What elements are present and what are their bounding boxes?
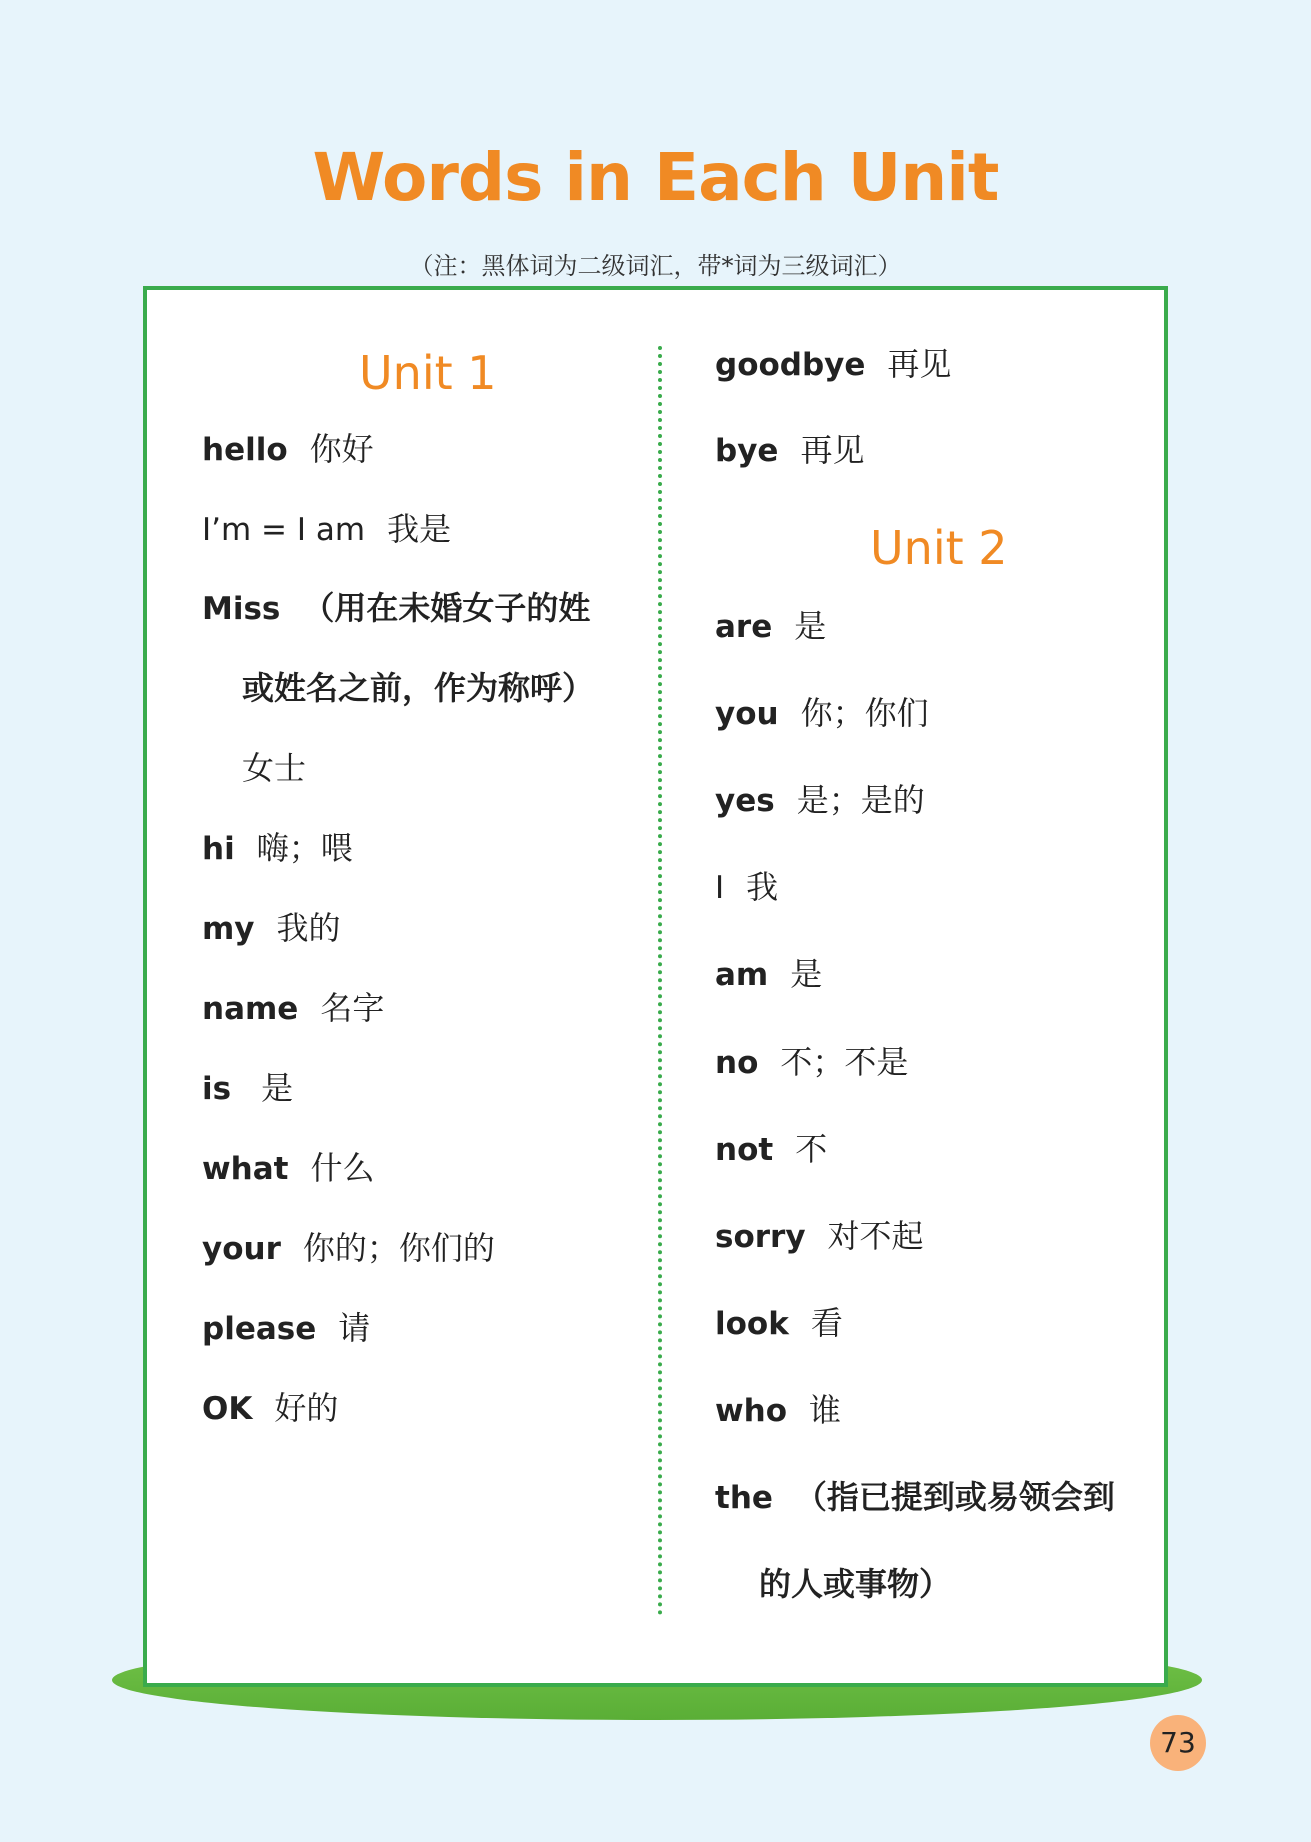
word-list-card bbox=[143, 286, 1168, 1687]
level-note: （注：黑体词为二级词汇，带*词为三级词汇） bbox=[409, 252, 902, 280]
word-entry-your bbox=[202, 1229, 495, 1267]
word-en: is bbox=[202, 1071, 232, 1107]
word-zh: 你；你们 bbox=[800, 694, 929, 732]
word-zh: （用在未婚女子的姓 bbox=[302, 589, 591, 627]
word-en: your bbox=[202, 1231, 281, 1267]
word-zh: 什么 bbox=[310, 1149, 375, 1187]
word-zh: 看 bbox=[810, 1304, 843, 1342]
word-zh: 不 bbox=[795, 1130, 828, 1168]
word-zh: 是 bbox=[790, 955, 823, 993]
word-entry-hello bbox=[202, 430, 374, 468]
word-en: I’m = I am bbox=[202, 512, 366, 548]
unit-1-heading: Unit 1 bbox=[359, 346, 497, 400]
word-zh: 我 bbox=[746, 868, 779, 906]
word-en: am bbox=[715, 957, 769, 993]
word-zh: 再见 bbox=[800, 431, 865, 469]
word-entry-am bbox=[715, 955, 823, 993]
word-entry-bye bbox=[715, 431, 865, 469]
word-zh-continuation: 女士 bbox=[242, 749, 307, 787]
word-en: hi bbox=[202, 831, 235, 867]
word-entry-miss bbox=[202, 589, 591, 627]
word-entry-please bbox=[202, 1309, 371, 1347]
word-zh: 好的 bbox=[274, 1389, 339, 1427]
word-en: Miss bbox=[202, 591, 281, 627]
word-entry-who bbox=[715, 1391, 842, 1429]
word-en: name bbox=[202, 991, 299, 1027]
word-en: yes bbox=[715, 783, 775, 819]
word-entry-look bbox=[715, 1304, 843, 1342]
word-en: sorry bbox=[715, 1219, 806, 1255]
word-zh: 嗨；喂 bbox=[256, 829, 353, 867]
word-en: the bbox=[715, 1480, 773, 1516]
word-entry-not bbox=[715, 1130, 828, 1168]
word-entry-is bbox=[202, 1069, 294, 1107]
unit-2-heading: Unit 2 bbox=[870, 521, 1008, 575]
word-zh: 名字 bbox=[320, 989, 385, 1027]
word-entry-what bbox=[202, 1149, 375, 1187]
word-entry-yes bbox=[715, 781, 925, 819]
word-entry-sorry bbox=[715, 1217, 924, 1255]
word-zh: 请 bbox=[338, 1309, 371, 1347]
word-zh: 再见 bbox=[887, 345, 952, 383]
word-zh: 是；是的 bbox=[796, 781, 925, 819]
word-zh: 是 bbox=[794, 607, 827, 645]
word-entry-goodbye bbox=[715, 345, 952, 383]
word-en: I bbox=[715, 870, 725, 906]
word-zh: （指已提到或易领会到 bbox=[794, 1478, 1115, 1516]
word-entry-hi bbox=[202, 829, 353, 867]
word-zh: 你好 bbox=[309, 430, 374, 468]
word-entry-i-am bbox=[202, 510, 452, 548]
word-en: no bbox=[715, 1045, 759, 1081]
word-zh: 我的 bbox=[276, 909, 341, 947]
word-en: are bbox=[715, 609, 773, 645]
word-entry-the bbox=[715, 1478, 1115, 1516]
word-en: not bbox=[715, 1132, 774, 1168]
word-entry-i bbox=[715, 868, 779, 906]
word-zh: 我是 bbox=[387, 510, 452, 548]
word-entry-no bbox=[715, 1043, 909, 1081]
word-entry-my bbox=[202, 909, 341, 947]
word-en: bye bbox=[715, 433, 779, 469]
word-zh: 你的；你们的 bbox=[302, 1229, 495, 1267]
word-en: you bbox=[715, 696, 779, 732]
word-en: goodbye bbox=[715, 347, 866, 383]
word-zh-continuation: 的人或事物） bbox=[759, 1565, 952, 1603]
column-divider bbox=[658, 346, 662, 1616]
word-entry-name bbox=[202, 989, 385, 1027]
word-zh: 不；不是 bbox=[780, 1043, 909, 1081]
word-zh: 谁 bbox=[809, 1391, 842, 1429]
word-en: OK bbox=[202, 1391, 253, 1427]
word-en: look bbox=[715, 1306, 789, 1342]
word-entry-ok bbox=[202, 1389, 339, 1427]
word-zh: 对不起 bbox=[827, 1217, 924, 1255]
word-zh-continuation: 或姓名之前，作为称呼） bbox=[242, 669, 595, 707]
word-entry-you bbox=[715, 694, 929, 732]
word-en: please bbox=[202, 1311, 317, 1347]
word-en: what bbox=[202, 1151, 289, 1187]
word-entry-are bbox=[715, 607, 827, 645]
page-number-badge: 73 bbox=[1150, 1715, 1206, 1771]
word-en: hello bbox=[202, 432, 288, 468]
word-en: my bbox=[202, 911, 255, 947]
word-zh: 是 bbox=[261, 1069, 294, 1107]
page-title: Words in Each Unit bbox=[312, 139, 999, 216]
word-en: who bbox=[715, 1393, 788, 1429]
